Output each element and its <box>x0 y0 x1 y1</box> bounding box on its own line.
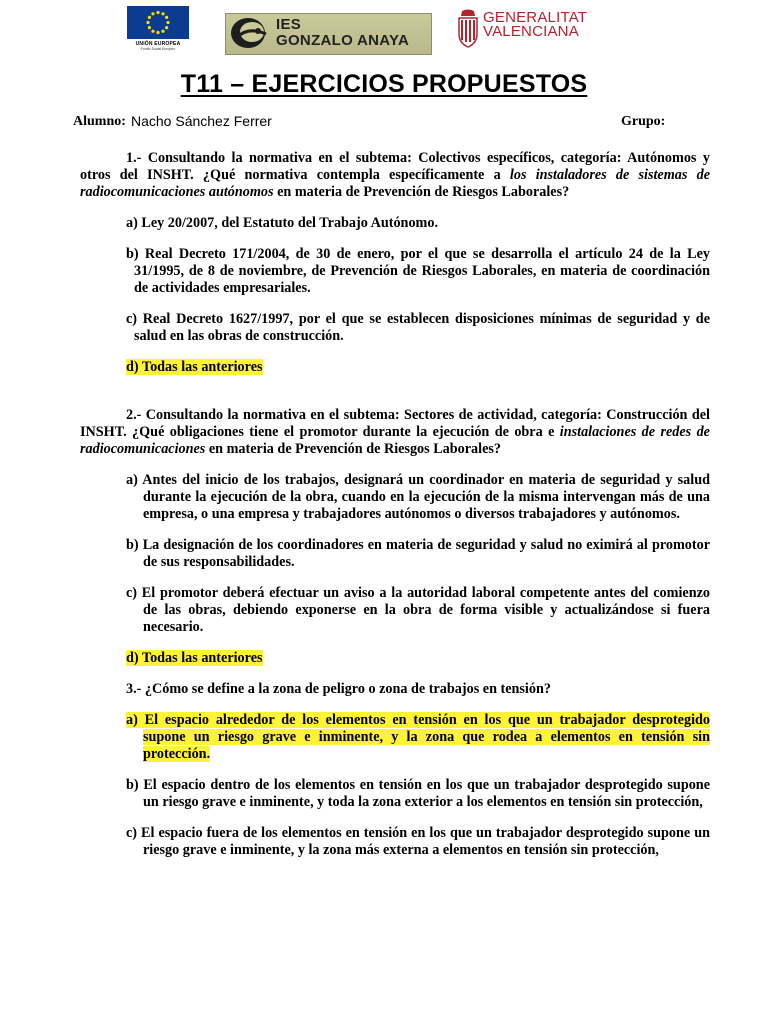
question-1-text-a: 1.- Consultando la normativa en el subtema: Colectivos específicos, categoría: Autónomos y otros del INSHT. ¿Qué normativa contempla específicamente a <box>80 150 710 183</box>
question-2 <box>80 407 710 458</box>
page-title: T11 – EJERCICIOS PROPUESTOS <box>180 70 588 98</box>
student-row <box>73 114 673 132</box>
q1-option-d <box>80 359 710 376</box>
q1-option-b: b) Real Decreto 171/2004, de 30 de enero, por el que se desarrolla el artículo 24 de la Ley 31/1995, de 8 de noviembre, de Prevención de Riesgos Laborales, en materia de coordinación de actividades empresariales. <box>126 246 710 296</box>
question-2-text-a: 2.- Consultando la normativa en el subtema: Sectores de actividad, categoría: Construcción del INSHT. ¿Qué obligaciones tiene el promotor durante la ejecución de obra e <box>80 407 710 440</box>
question-2-text-italic: instalaciones de redes de radiocomunicaciones <box>80 424 710 457</box>
generalitat-logo <box>456 8 586 52</box>
q2-option-c: c) El promotor deberá efectuar un aviso a la autoridad laboral competente antes del comienzo de las obras, debiendo exponerse en la obra de forma visible y actualizándose si fuera necesario. <box>126 585 710 635</box>
gv-line-2: VALENCIANA <box>483 23 579 40</box>
student-name: Nacho Sánchez Ferrer <box>131 113 272 129</box>
q2-option-b: b) La designación de los coordinadores en materia de seguridad y salud no eximirá al promotor de sus responsabilidades. <box>126 537 710 570</box>
generalitat-shield-icon <box>456 8 480 48</box>
q2-option-d <box>80 650 710 667</box>
exercise-content <box>80 150 710 859</box>
question-3: 3.- ¿Cómo se define a la zona de peligro o zona de trabajos en tensión? <box>126 681 551 697</box>
header-logos <box>0 6 768 52</box>
q3-option-b: b) El espacio dentro de los elementos en tensión en los que un trabajador desprotegido supone un riesgo grave e inminente, y toda la zona exterior a los elementos en tensión sin protección, <box>126 777 710 810</box>
ies-logo <box>225 13 432 55</box>
question-2-text-b: en materia de Prevención de Riesgos Laborales? <box>205 441 501 457</box>
q2-option-d-highlight: d) Todas las anteriores <box>126 650 263 666</box>
q3-option-a <box>80 712 710 763</box>
group-label: Grupo: <box>621 114 666 129</box>
question-1-text-italic: los instaladores de sistemas de radiocomunicaciones autónomos <box>80 167 710 200</box>
gv-line-1: GENERALITAT <box>483 9 588 26</box>
eu-flag-icon <box>127 6 189 39</box>
ies-wordmark <box>276 17 409 49</box>
q2-option-a: a) Antes del inicio de los trabajos, designará un coordinador en materia de seguridad y salud durante la ejecución de la obra, cuando en la ejecución de la misma intervengan más de una empresa, o una empresa y trabajadores autónomos o diversos trabajadores y autónomos. <box>126 472 710 522</box>
generalitat-wordmark <box>483 11 587 39</box>
ies-emblem-icon <box>228 16 268 50</box>
question-1-text-b: en materia de Prevención de Riesgos Laborales? <box>273 184 570 200</box>
ies-line-1: IES <box>276 16 302 33</box>
student-label: Alumno: <box>73 114 126 129</box>
q1-option-c: c) Real Decreto 1627/1997, por el que se establecen disposiciones mínimas de seguridad y de salud en las obras de construcción. <box>126 311 710 344</box>
q1-option-a: a) Ley 20/2007, del Estatuto del Trabajo Autónomo. <box>126 215 439 231</box>
eu-caption: UNIÓN EUROPEA <box>135 41 181 47</box>
q1-option-d-highlight: d) Todas las anteriores <box>126 359 263 375</box>
eu-subcaption: Fondo Social Europeo <box>140 47 176 51</box>
q3-option-c: c) El espacio fuera de los elementos en tensión en los que un trabajador desprotegido supone un riesgo grave e inminente, y la zona más externa a elementos en tensión sin protección, <box>126 825 710 858</box>
eu-logo <box>124 6 192 52</box>
ies-line-2: GONZALO ANAYA <box>276 32 410 49</box>
q3-option-a-highlight: a) El espacio alrededor de los elementos en tensión en los que un trabajador desprotegido supone un riesgo grave e inminente, y la zona que rodea a elementos en tensión sin protección. <box>126 712 710 762</box>
question-1 <box>80 150 710 201</box>
